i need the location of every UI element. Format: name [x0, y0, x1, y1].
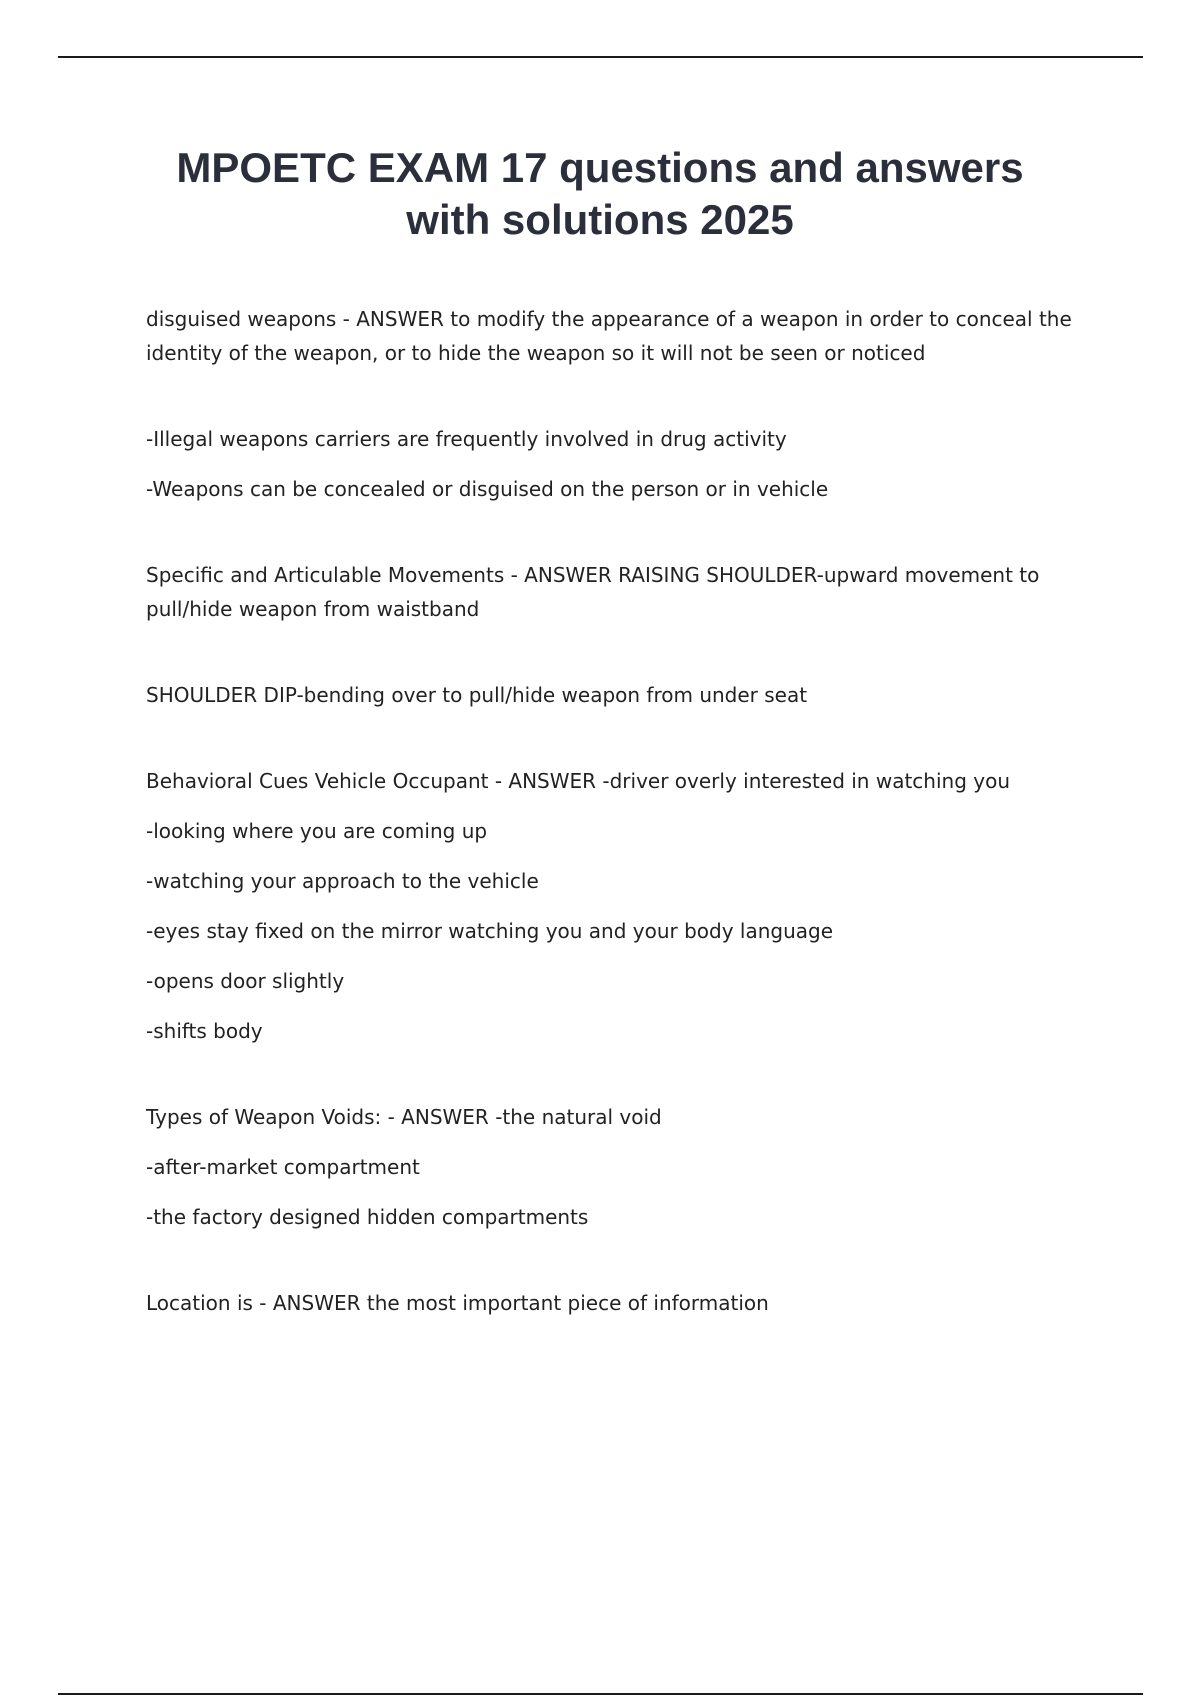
header-rule: [58, 56, 1143, 58]
qa-entry-location: [146, 1286, 1076, 1320]
entry-text: Location is - ANSWER the most important piece of information: [146, 1291, 769, 1315]
entry-text: -the factory designed hidden compartments: [146, 1205, 589, 1229]
entry-text: -after-market compartment: [146, 1155, 420, 1179]
qa-entry-shoulder-dip: [146, 678, 1076, 712]
entry-text: Behavioral Cues Vehicle Occupant - ANSWER -driver overly interested in watching you: [146, 769, 1010, 793]
entry-text: Types of Weapon Voids: - ANSWER -the natural void: [146, 1105, 662, 1129]
qa-entry-weapon-voids: [146, 1100, 1076, 1234]
entry-text: disguised weapons - ANSWER to modify the appearance of a weapon in order to conceal the identity of the weapon, or to hide the weapon so it will not be seen or noticed: [146, 307, 1072, 365]
entry-text: SHOULDER DIP-bending over to pull/hide weapon from under seat: [146, 683, 808, 707]
entry-text: -watching your approach to the vehicle: [146, 869, 539, 893]
qa-entry-articulable-movements: [146, 558, 1076, 626]
title-line-2: with solutions 2025: [406, 196, 794, 243]
document-body: [146, 302, 1076, 1372]
entry-text: -looking where you are coming up: [146, 819, 488, 843]
entry-text: -eyes stay fixed on the mirror watching you and your body language: [146, 919, 834, 943]
qa-entry-disguised-weapons: [146, 302, 1076, 370]
title-line-1: MPOETC EXAM 17 questions and answers: [176, 144, 1024, 191]
footer-rule: [58, 1693, 1143, 1695]
document-title: [100, 142, 1100, 246]
entry-text: -Weapons can be concealed or disguised on the person or in vehicle: [146, 477, 829, 501]
entry-text: -opens door slightly: [146, 969, 345, 993]
qa-entry-behavioral-cues: [146, 764, 1076, 1048]
qa-entry-illegal-weapons: [146, 422, 1076, 506]
entry-text: Specific and Articulable Movements - ANSWER RAISING SHOULDER-upward movement to pull/hide weapon from waistband: [146, 563, 1040, 621]
entry-text: -shifts body: [146, 1019, 263, 1043]
entry-text: -Illegal weapons carriers are frequently involved in drug activity: [146, 427, 787, 451]
